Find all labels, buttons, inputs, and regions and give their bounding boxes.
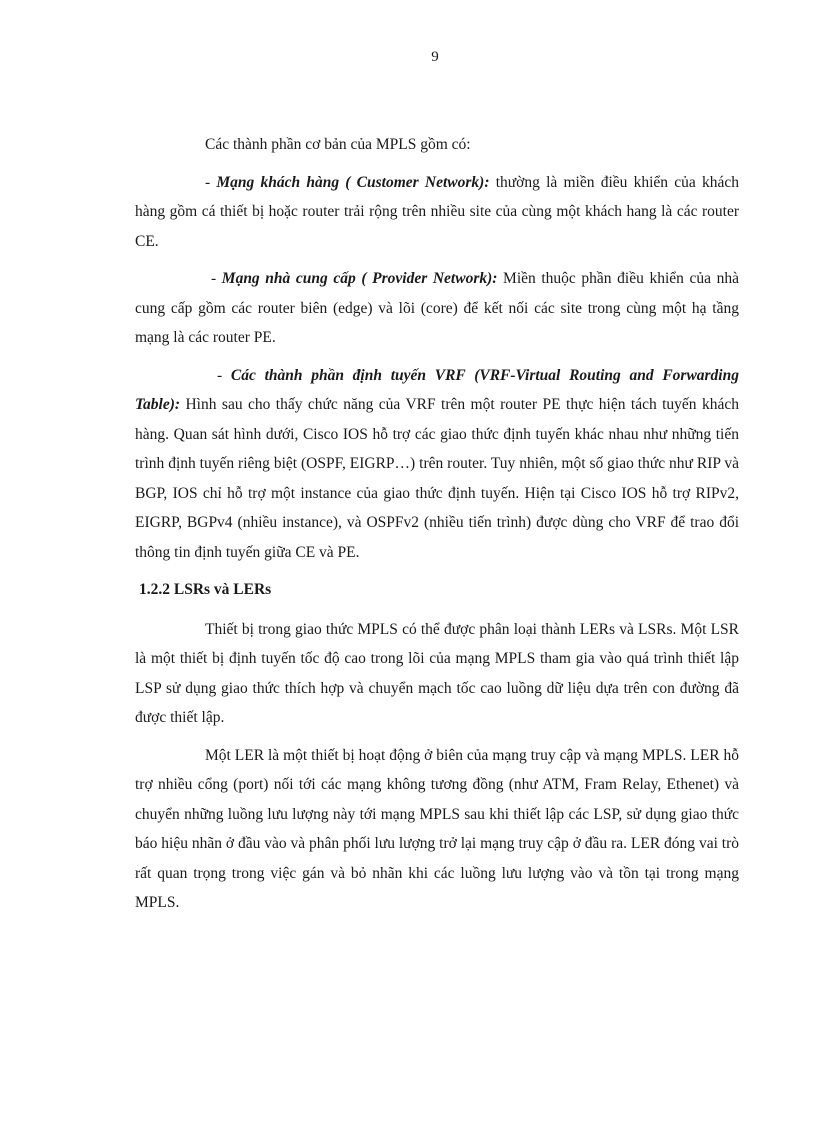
- provider-network-item: [135, 264, 739, 353]
- section-heading: 1.2.2 LSRs và LERs: [139, 581, 272, 598]
- provider-network-term: Mạng nhà cung cấp ( Provider Network):: [221, 270, 498, 287]
- provider-network-text: Miền thuộc phần điều khiển của nhà cung cấp gồm các router biên (edge) và lõi (core) để kết nối các site trong cùng một hạ tầng mạng là các router PE.: [135, 270, 739, 346]
- document-body: [135, 130, 739, 926]
- vrf-text: Hình sau cho thấy chức năng của VRF trên một router PE thực hiện tách tuyến khách hàng. Quan sát hình dưới, Cisco IOS hỗ trợ các giao thức định tuyến khác nhau như những tiến trình định tuyến riêng biệt (OSPF, EIGRP…) trên router. Tuy nhiên, một số giao thức như RIP và BGP, IOS chỉ hỗ trợ một instance của giao thức định tuyến. Hiện tại Cisco IOS hỗ trợ RIPv2, EIGRP, BGPv4 (nhiều instance), và OSPFv2 (nhiều tiến trình) được dùng cho VRF để trao đổi thông tin định tuyến giữa CE và PE.: [135, 396, 739, 561]
- intro-paragraph: Các thành phần cơ bản của MPLS gồm có:: [205, 136, 471, 153]
- body-paragraph: Một LER là một thiết bị hoạt động ở biên của mạng truy cập và mạng MPLS. LER hỗ trợ nhiều cổng (port) nối tới các mạng không tương đồng (như ATM, Fram Relay, Ethenet) và chuyển những luồng lưu lượng này tới mạng MPLS sau khi thiết lập các LSP, sử dụng giao thức báo hiệu nhãn ở đầu vào và phân phối lưu lượng trở lại mạng truy cập ở đầu ra. LER đóng vai trò rất quan trọng trong việc gán và bỏ nhãn khi các luồng lưu lượng vào và tồn tại trong mạng MPLS.: [135, 746, 739, 911]
- vrf-item: [135, 361, 739, 568]
- customer-network-lead: -: [205, 173, 217, 191]
- vrf-term: Các thành phần định tuyến VRF (VRF-Virtual Routing and Forwarding Table):: [135, 366, 739, 413]
- customer-network-term: Mạng khách hàng ( Customer Network):: [216, 173, 490, 191]
- vrf-lead: -: [217, 366, 231, 384]
- customer-network-item: [135, 168, 739, 257]
- page-number: 9: [431, 49, 439, 65]
- customer-network-text: thường là miền điều khiển của khách hàng gồm cá thiết bị hoặc router trải rộng trên nhiều site của cùng một khách hang là các router CE.: [135, 173, 739, 250]
- body-paragraph: Thiết bị trong giao thức MPLS có thể được phân loại thành LERs và LSRs. Một LSR là một thiết bị định tuyến tốc độ cao trong lõi của mạng MPLS tham gia vào quá trình thiết lập LSP sử dụng giao thức thích hợp và chuyển mạch tốc cao luồng dữ liệu dựa trên con đường đã được thiết lập.: [135, 620, 739, 726]
- provider-network-lead: -: [211, 270, 222, 287]
